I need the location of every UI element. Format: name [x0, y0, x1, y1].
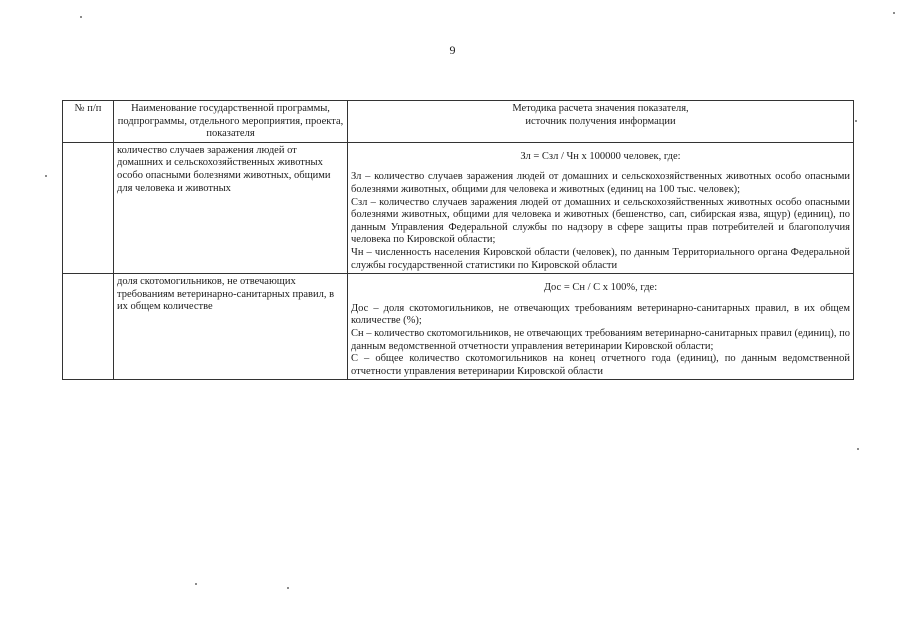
method-cell — [348, 274, 854, 380]
scan-speck — [893, 12, 895, 14]
scan-speck — [855, 120, 857, 122]
header-method — [348, 101, 854, 143]
scan-speck — [80, 16, 82, 18]
scan-speck — [195, 583, 197, 585]
scan-speck — [857, 448, 859, 450]
definition-paragraph: Чн – численность населения Кировской области (человек), по данным Территориального органа Федеральной службы государственной статистики по Кировской области — [351, 246, 850, 271]
definition-paragraph: Зл – количество случаев заражения людей от домашних и сельскохозяйственных животных особо опасными болезнями животных, общими для человека и животных (единиц на 100 тыс. человек); — [351, 171, 850, 195]
table-row — [63, 274, 854, 380]
indicator-name-cell: доля скотомогильников, не отвечающих требованиям ветеринарно-санитарных правил, в их общем количестве — [114, 274, 348, 380]
definition-paragraph: С – общее количество скотомогильников на конец отчетного года (единиц), по данным ведомственной отчетности управления ветеринарии Кировской области — [351, 353, 850, 377]
header-name: Наименование государственной программы, подпрограммы, отдельного мероприятия, проекта, показателя — [114, 101, 348, 143]
header-method-line2: источник получения информации — [525, 115, 676, 127]
row-number-cell — [63, 142, 114, 273]
indicator-name-cell: количество случаев заражения людей от домашних и сельскохозяйственных животных особо опасными болезнями животных, общими для человека и животных — [114, 142, 348, 273]
page-number: 9 — [449, 43, 456, 57]
scan-speck — [287, 587, 289, 589]
table-row — [63, 142, 854, 273]
scan-speck — [45, 175, 47, 177]
formula: Зл = Сзл / Чн х 100000 человек, где: — [520, 150, 681, 162]
method-cell — [348, 142, 854, 273]
header-number: № п/п — [63, 101, 114, 143]
row-number-cell — [63, 274, 114, 380]
formula: Дос = Сн / С х 100%, где: — [543, 282, 658, 294]
definition-paragraph: Сзл – количество случаев заражения людей от домашних и сельскохозяйственных животных особо опасными болезнями животных, общими для человека и животных (бешенство, сап, сибирская язва, ящур) (единиц), по данным Управления Федеральной службы по надзору в сфере защиты прав потребителей и благополучия человека по Кировской области; — [351, 196, 850, 246]
table-header-row — [63, 101, 854, 143]
definition-paragraph: Сн – количество скотомогильников, не отвечающих требованиям ветеринарно-санитарных правил (единиц), по данным ведомственной отчетности управления ветеринарии Кировской области; — [351, 327, 850, 352]
indicator-table — [62, 100, 854, 380]
definition-paragraph: Дос – доля скотомогильников, не отвечающих требованиям ветеринарно-санитарных правил, в их общем количестве (%); — [351, 302, 850, 327]
header-method-line1: Методика расчета значения показателя, — [512, 103, 689, 114]
